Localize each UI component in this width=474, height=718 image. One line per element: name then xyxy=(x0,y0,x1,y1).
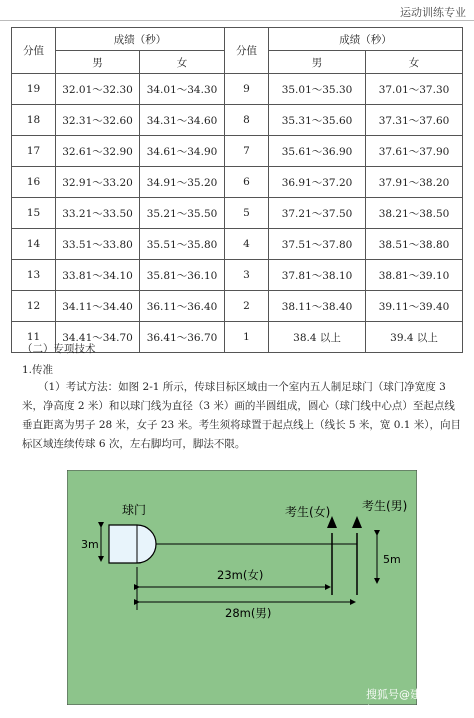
exam-method-paragraph xyxy=(22,378,462,454)
score-cell: 15 xyxy=(12,198,56,229)
male-distance-label: 28m(男) xyxy=(225,606,272,620)
female-time-cell: 36.11～36.40 xyxy=(140,291,225,322)
score-cell: 2 xyxy=(225,291,269,322)
score-header-left: 分值 xyxy=(12,28,56,74)
female-time-cell: 38.51～38.80 xyxy=(366,229,463,260)
male-time-cell: 36.91～37.20 xyxy=(269,167,366,198)
paragraph-line: 标区域连续传球 6 次，左右脚均可，脚法不限。 xyxy=(22,438,246,450)
score-cell: 4 xyxy=(225,229,269,260)
score-table xyxy=(11,27,463,353)
female-time-cell: 34.01～34.30 xyxy=(140,74,225,105)
female-time-cell: 37.91～38.20 xyxy=(366,167,463,198)
female-time-cell: 37.31～37.60 xyxy=(366,105,463,136)
male-time-cell: 38.4 以上 xyxy=(269,322,366,353)
score-cell: 18 xyxy=(12,105,56,136)
score-cell: 13 xyxy=(12,260,56,291)
female-time-cell: 34.61～34.90 xyxy=(140,136,225,167)
female-time-cell: 34.91～35.20 xyxy=(140,167,225,198)
paragraph-line: 垂直距离为男子 28 米，女子 23 米。考生须将球置于起点线上（线长 5 米，宽 0.1 米），向目 xyxy=(22,419,462,431)
subsection-title: 1.传准 xyxy=(22,364,54,376)
goal-area xyxy=(109,525,156,563)
male-time-cell: 32.61～32.90 xyxy=(56,136,140,167)
score-cell: 1 xyxy=(225,322,269,353)
female-time-cell: 37.61～37.90 xyxy=(366,136,463,167)
line-length-label: 5m xyxy=(383,553,401,566)
score-cell: 7 xyxy=(225,136,269,167)
watermark: 搜狐号@建讲体育地招 xyxy=(366,688,465,717)
male-time-cell: 37.21～37.50 xyxy=(269,198,366,229)
male-header-left: 男 xyxy=(56,51,140,74)
score-cell: 19 xyxy=(12,74,56,105)
male-time-cell: 33.21～33.50 xyxy=(56,198,140,229)
score-cell: 3 xyxy=(225,260,269,291)
female-time-cell: 38.81～39.10 xyxy=(366,260,463,291)
female-time-cell: 38.21～38.50 xyxy=(366,198,463,229)
goal-width-label: 3m xyxy=(81,538,99,551)
score-cell: 6 xyxy=(225,167,269,198)
score-cell: 17 xyxy=(12,136,56,167)
female-time-cell: 34.31～34.60 xyxy=(140,105,225,136)
score-cell: 14 xyxy=(12,229,56,260)
female-time-cell: 36.41～36.70 xyxy=(140,322,225,353)
paragraph-line: 米，净高度 2 米）和以球门线为直径（3 米）画的半圆组成，圆心（球门线中心点）至起点线 xyxy=(22,400,455,412)
score-cell: 9 xyxy=(225,74,269,105)
goal-label: 球门 xyxy=(122,503,147,517)
male-time-cell: 37.51～37.80 xyxy=(269,229,366,260)
paragraph-line: （1）考试方法：如图 2-1 所示，传球目标区域由一个室内五人制足球门（球门净宽度 3 xyxy=(38,381,446,393)
male-time-cell: 33.81～34.10 xyxy=(56,260,140,291)
score-cell: 12 xyxy=(12,291,56,322)
table-row xyxy=(12,74,463,105)
male-time-cell: 35.31～35.60 xyxy=(269,105,366,136)
header-divider xyxy=(0,20,474,21)
male-time-cell: 32.91～33.20 xyxy=(56,167,140,198)
female-time-cell: 35.21～35.50 xyxy=(140,198,225,229)
score-cell: 8 xyxy=(225,105,269,136)
male-marker-label: 考生(男) xyxy=(362,499,408,513)
male-time-cell: 32.31～32.60 xyxy=(56,105,140,136)
female-header-left: 女 xyxy=(140,51,225,74)
results-header-left: 成绩（秒） xyxy=(56,28,225,51)
score-cell: 16 xyxy=(12,167,56,198)
female-time-cell: 35.81～36.10 xyxy=(140,260,225,291)
table-row xyxy=(12,105,463,136)
male-header-right: 男 xyxy=(269,51,366,74)
table-row xyxy=(12,198,463,229)
male-time-cell: 32.01～32.30 xyxy=(56,74,140,105)
female-time-cell: 37.01～37.30 xyxy=(366,74,463,105)
results-header-right: 成绩（秒） xyxy=(269,28,463,51)
section-title: （二）专项技术 xyxy=(22,343,96,355)
female-time-cell: 39.11～39.40 xyxy=(366,291,463,322)
table-row xyxy=(12,136,463,167)
male-time-cell: 38.11～38.40 xyxy=(269,291,366,322)
table-row xyxy=(12,291,463,322)
female-time-cell: 35.51～35.80 xyxy=(140,229,225,260)
score-cell: 5 xyxy=(225,198,269,229)
table-row xyxy=(12,260,463,291)
male-time-cell: 35.01～35.30 xyxy=(269,74,366,105)
score-cell: 11 xyxy=(12,322,56,353)
score-header-right: 分值 xyxy=(225,28,269,74)
male-time-cell: 33.51～33.80 xyxy=(56,229,140,260)
female-distance-label: 23m(女) xyxy=(217,568,264,582)
male-time-cell: 34.41～34.70 xyxy=(56,322,140,353)
female-header-right: 女 xyxy=(366,51,463,74)
field-diagram xyxy=(67,470,417,705)
header-tag: 运动训练专业 xyxy=(400,6,466,19)
table-row xyxy=(12,167,463,198)
female-time-cell: 39.4 以上 xyxy=(366,322,463,353)
table-row xyxy=(12,229,463,260)
male-time-cell: 35.61～36.90 xyxy=(269,136,366,167)
male-time-cell: 34.11～34.40 xyxy=(56,291,140,322)
female-marker-label: 考生(女) xyxy=(285,505,331,519)
male-time-cell: 37.81～38.10 xyxy=(269,260,366,291)
